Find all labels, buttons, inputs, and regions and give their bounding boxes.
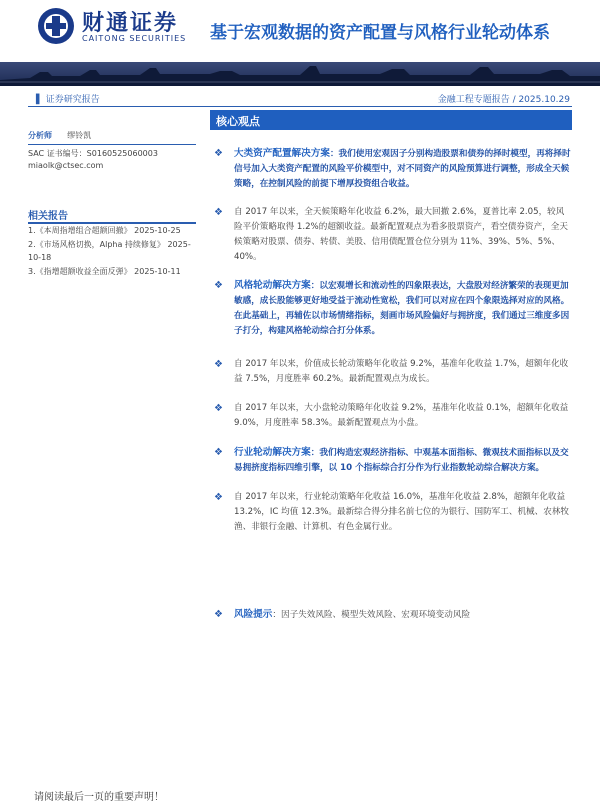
- bullet-value-growth-result: [214, 357, 572, 387]
- skyline-banner: [0, 62, 600, 86]
- related-reports-heading: [28, 204, 196, 224]
- core-views-list: [214, 146, 572, 623]
- caitong-logo-icon: [36, 6, 76, 46]
- bullet-lead: 行业轮动解决方案: [234, 447, 311, 458]
- bullet-industry-result: [214, 490, 572, 535]
- diamond-bullet-icon: ❖: [214, 359, 223, 370]
- bullet-text: 自 2017 年以来，价值成长轮动策略年化收益 9.2%，基准年化收益 1.7%，超额年化收益 7.5%，月度胜率 60.2%。最新配置观点为成长。: [234, 359, 569, 384]
- report-type-label: ▌ 证券研究报告: [36, 95, 100, 105]
- core-views-title: 核心观点: [216, 115, 260, 128]
- bullet-risk-warning: [214, 607, 572, 623]
- bullet-lead: 风格轮动解决方案: [234, 280, 311, 291]
- bullet-all-weather-result: [214, 205, 572, 265]
- diamond-bullet-icon: ❖: [214, 403, 223, 414]
- report-title: 基于宏观数据的资产配置与风格行业轮动体系: [210, 23, 550, 43]
- diamond-bullet-icon: ❖: [214, 492, 223, 503]
- brand-name: 财通证券: [82, 11, 179, 36]
- diamond-bullet-icon: ❖: [214, 447, 223, 458]
- diamond-bullet-icon: ❖: [214, 148, 223, 159]
- bullet-size-result: [214, 401, 572, 431]
- bullet-text: ：我们使用宏观因子分别构造股票和债券的择时模型，再将择时信号加入大类资产配置的风险平价模型中，对不同资产的风险预算进行调整，形成全天候策略，在控制风险的前提下增厚投资组合收益。: [234, 149, 571, 189]
- analyst-name: 缪铃凯: [67, 131, 92, 140]
- bullet-text: 自 2017 年以来，行业轮动策略年化收益 16.0%，基准年化收益 2.8%，超额年化收益 13.2%，IC 均值 12.3%。最新综合得分排名前七位的为银行、国防军工、机械、农林牧渔、非银行金融、计算机、有色金属行业。: [234, 492, 570, 532]
- bullet-lead: 大类资产配置解决方案: [234, 148, 330, 159]
- related-reports-list: [28, 224, 200, 279]
- related-report-item[interactable]: 2.《市场风格切换，Alpha 持续修复》 2025-10-18: [28, 240, 191, 262]
- bullet-asset-allocation: [214, 146, 572, 192]
- header-divider: [28, 106, 572, 107]
- diamond-bullet-icon: ❖: [214, 280, 223, 291]
- related-reports-title: 相关报告: [28, 211, 68, 222]
- related-report-item[interactable]: 1.《本周指增组合超额回撤》 2025-10-25: [28, 226, 181, 235]
- analyst-divider: [28, 144, 196, 145]
- diamond-bullet-icon: ❖: [214, 609, 223, 620]
- bullet-text: 自 2017 年以来，大小盘轮动策略年化收益 9.2%，基准年化收益 0.1%，超额年化收益 9.0%，月度胜率 58.3%。最新配置观点为小盘。: [234, 403, 569, 428]
- analyst-info: [28, 130, 200, 200]
- bullet-style-rotation: [214, 278, 572, 339]
- brand-name-en: CAITONG SECURITIES: [82, 34, 187, 43]
- analyst-heading: 分析师: [28, 131, 52, 140]
- report-series-date: 金融工程专题报告 / 2025.10.29: [437, 95, 570, 105]
- diamond-bullet-icon: ❖: [214, 207, 223, 218]
- bullet-text: 自 2017 年以来，全天候策略年化收益 6.2%，最大回撤 2.6%，夏普比率 2.05，较风险平价策略取得 1.2%的超额收益。最新配置观点为看多股票资产，看空债券资产，全天候策略对股票、债券、转债、美股、信用债配置仓位分别为 11%、39%、5%、5%、40%。: [234, 207, 568, 262]
- analyst-cert: SAC 证书编号：S0160525060003: [28, 149, 158, 158]
- disclaimer-note: 请阅读最后一页的重要声明！: [34, 792, 164, 803]
- analyst-name-row: [28, 130, 200, 142]
- report-header: [0, 0, 600, 62]
- analyst-email[interactable]: miaolk@ctsec.com: [28, 161, 104, 170]
- bullet-text: ：以宏观增长和流动性的四象限表达，大盘股对经济繁荣的表现更加敏感，成长股能够更好地受益于流动性宽松，我们可以对应在四个象限选择对应的风格。在此基础上，再辅佐以市场情绪指标，刻画市场风险偏好与拥挤度，我们通过三维度多因子打分，构建风格轮动综合打分体系。: [234, 281, 570, 336]
- bullet-text: ：因子失效风险、模型失效风险、宏观环境变动风险: [272, 610, 471, 620]
- core-views-heading: [210, 110, 572, 130]
- report-type-text: 证券研究报告: [45, 95, 100, 105]
- bullet-industry-rotation: [214, 445, 572, 476]
- bullet-text: ：我们构造宏观经济指标、中观基本面指标、微观技术面指标以及交易拥挤度指标四维引擎，以 10 个指标综合打分作为行业指数轮动综合解决方案。: [234, 448, 569, 473]
- related-report-item[interactable]: 3.《指增超额收益全面反弹》 2025-10-11: [28, 267, 181, 276]
- bullet-lead: 风险提示: [234, 609, 273, 620]
